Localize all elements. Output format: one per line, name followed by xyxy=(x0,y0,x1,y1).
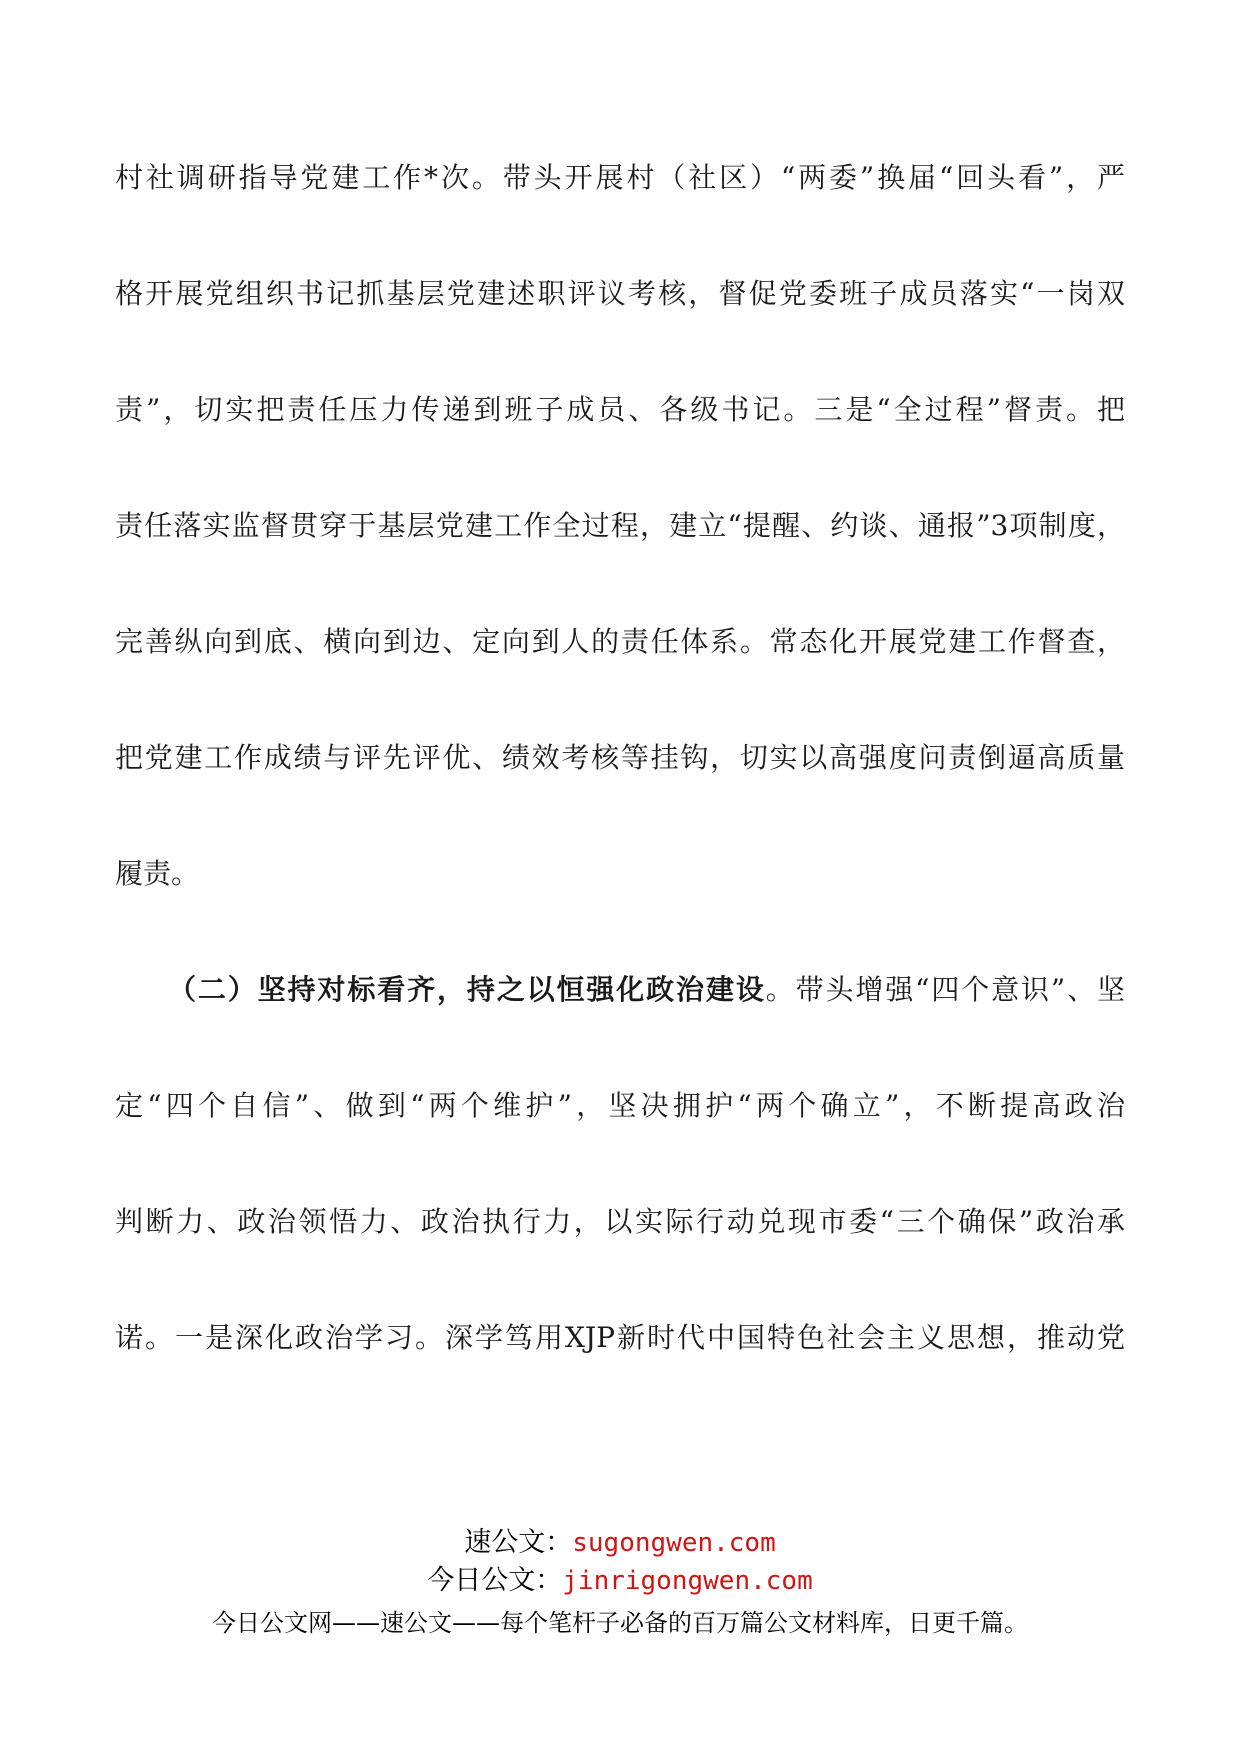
body-line-2: 格开展党组织书记抓基层党建述职评议考核，督促党委班子成员落实“一岗双 xyxy=(115,277,1125,310)
section-heading-rest: 。带头增强“四个意识”、坚 xyxy=(765,973,1125,1006)
section-line-3: 诺。一是深化政治学习。深学笃用XJP新时代中国特色社会主义思想，推动党 xyxy=(115,1321,1125,1354)
section-line-2: 判断力、政治领悟力、政治执行力，以实际行动兑现市委“三个确保”政治承 xyxy=(115,1205,1125,1238)
footer-sugongwen xyxy=(0,1525,1240,1561)
body-line-6: 把党建工作成绩与评先评优、绩效考核等挂钩，切实以高强度问责倒逼高质量 xyxy=(115,741,1125,774)
footer-label-2: 今日公文： xyxy=(427,1565,563,1596)
footer-link-sugongwen[interactable]: sugongwen.com xyxy=(572,1528,776,1558)
body-line-1: 村社调研指导党建工作*次。带头开展村（社区）“两委”换届“回头看”，严 xyxy=(115,161,1125,194)
body-line-4: 责任落实监督贯穿于基层党建工作全过程，建立“提醒、约谈、通报”3项制度， xyxy=(115,509,1125,542)
section-heading: （二）坚持对标看齐，持之以恒强化政治建设 xyxy=(168,973,766,1006)
section-heading-line xyxy=(168,970,1125,1010)
section-line-1: 定“四个自信”、做到“两个维护”，坚决拥护“两个确立”，不断提高政治 xyxy=(115,1089,1125,1122)
footer-slogan: 今日公文网——速公文——每个笔杆子必备的百万篇公文材料库，日更千篇。 xyxy=(212,1609,1028,1637)
body-line-5: 完善纵向到底、横向到边、定向到人的责任体系。常态化开展党建工作督查， xyxy=(115,625,1125,658)
footer-label-1: 速公文： xyxy=(464,1527,573,1558)
footer-jinrigongwen xyxy=(0,1563,1240,1599)
body-line-3: 责”，切实把责任压力传递到班子成员、各级书记。三是“全过程”督责。把 xyxy=(115,393,1125,426)
body-line-7: 履责。 xyxy=(115,857,200,890)
footer-link-jinrigongwen[interactable]: jinrigongwen.com xyxy=(562,1566,813,1596)
